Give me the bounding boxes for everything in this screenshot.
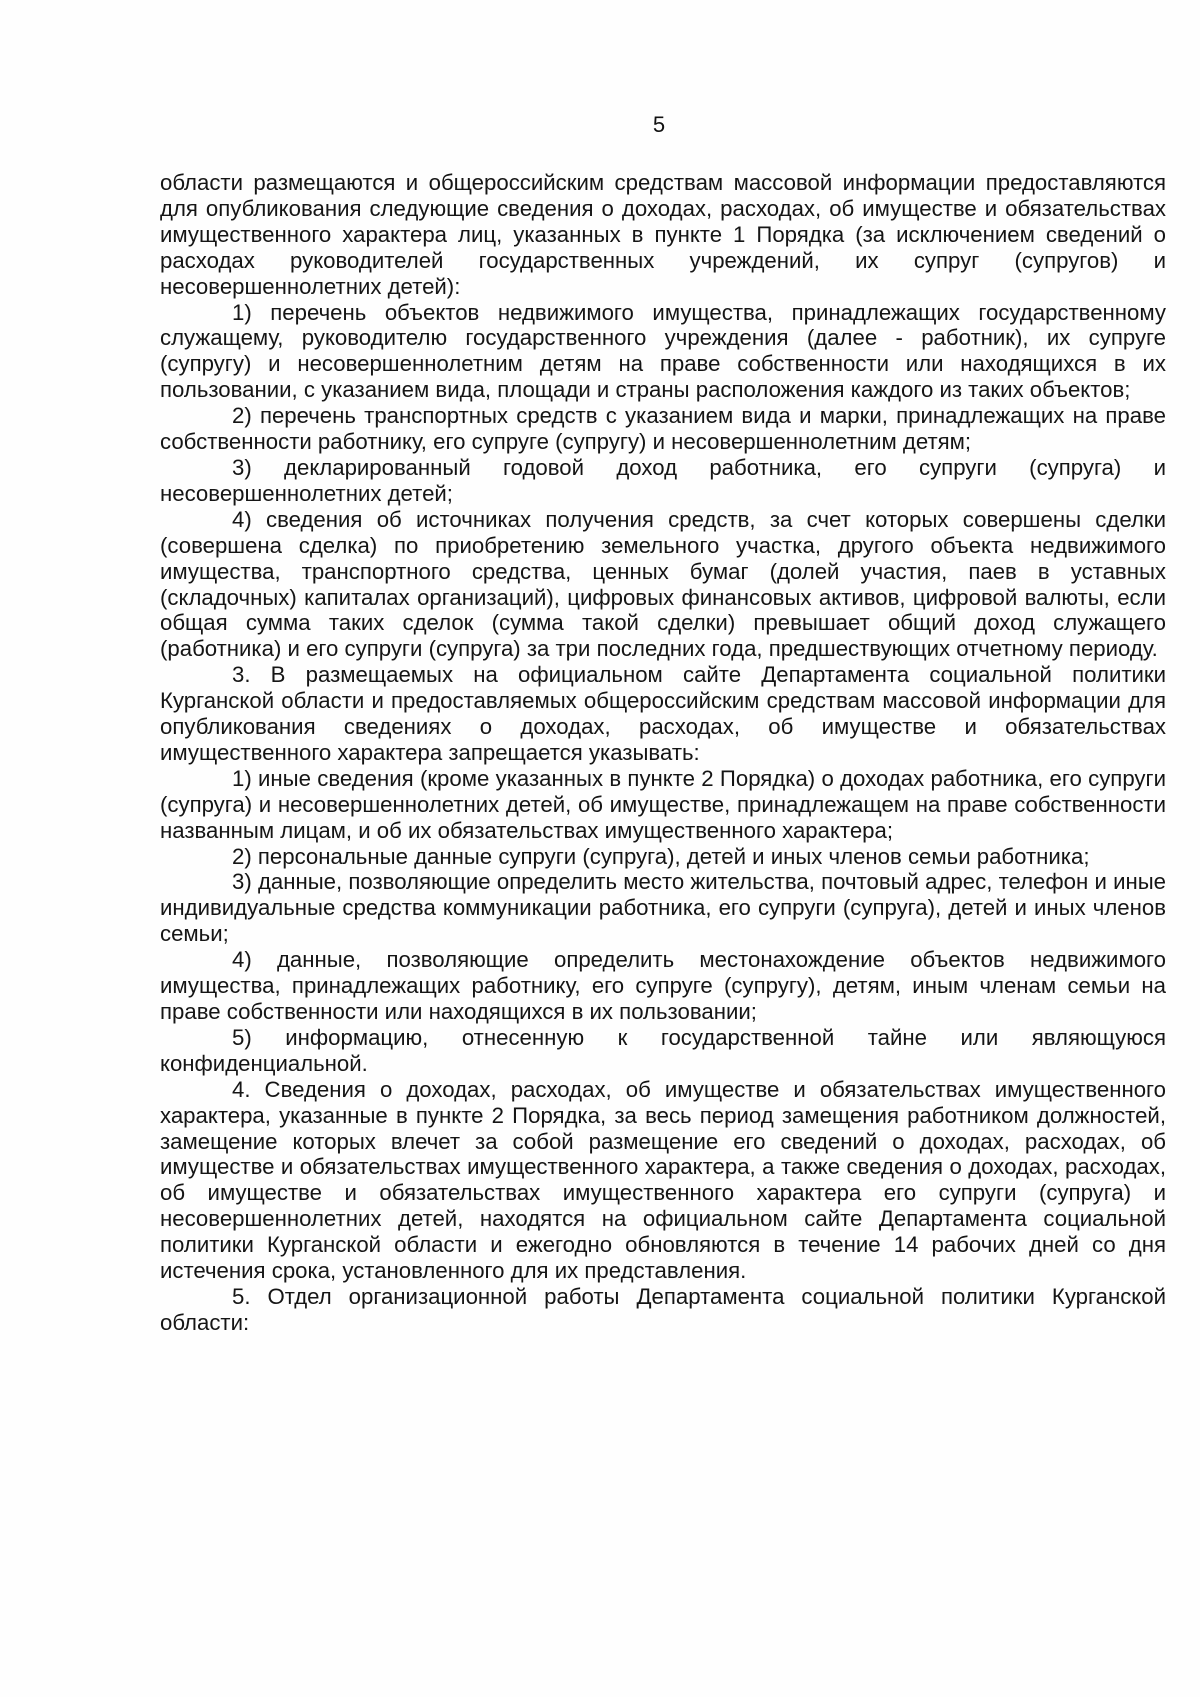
page-number: 5	[652, 112, 666, 137]
list-item-personal-data: 2) персональные данные супруги (супруга), детей и иных членов семьи работника;	[232, 843, 1090, 869]
list-item-sources-of-funds: 4) сведения об источниках получения средств, за счет которых совершены сделки (совершена сделка) по приобретению земельного участка, другого объекта недвижимого имущества, транспортного средства, ценных бумаг (долей участия, паев в уставных (складочных) капиталах организаций), цифровых финансовых активов, цифровой валюты, если общая сумма таких сделок (сумма такой сделки) превышает общий доход служащего (работника) и его супруги (супруга) за три последних года, предшествующих отчетному периоду.	[160, 506, 1166, 662]
list-item-state-secret: 5) информацию, отнесенную к государственной тайне или являющуюся конфиденциальной.	[160, 1024, 1166, 1076]
list-item-vehicles: 2) перечень транспортных средств с указанием вида и марки, принадлежащих на праве собственности работнику, его супруге (супругу) и несовершеннолетним детям;	[160, 403, 1166, 455]
list-item-other-info: 1) иные сведения (кроме указанных в пункте 2 Порядка) о доходах работника, его супруги (супруга) и несовершеннолетних детей, об имуществе, принадлежащем на праве собственности названным лицам, и об их обязательствах имущественного характера;	[160, 765, 1166, 843]
list-item-real-estate: 1) перечень объектов недвижимого имущества, принадлежащих государственному служащему, руководителю государственного учреждения (далее - работник), их супруге (супругу) и несовершеннолетним детям на праве собственности или находящихся в их пользовании, с указанием вида, площади и страны расположения каждого из таких объектов;	[160, 299, 1166, 403]
paragraph-section-5: 5. Отдел организационной работы Департамента социальной политики Курганской области:	[160, 1283, 1166, 1335]
paragraph-continuation: области размещаются и общероссийским средствам массовой информации предоставляются для опубликования следующие сведения о доходах, расходах, об имуществе и обязательствах имущественного характера лиц, указанных в пункте 1 Порядка (за исключением сведений о расходах руководителей государственных учреждений, их супруг (супругов) и несовершеннолетних детей):	[160, 170, 1166, 299]
list-item-residence-data: 3) данные, позволяющие определить место жительства, почтовый адрес, телефон и иные индивидуальные средства коммуникации работника, его супруги (супруга), детей и иных членов семьи;	[160, 869, 1166, 947]
paragraph-section-4: 4. Сведения о доходах, расходах, об имуществе и обязательствах имущественного характера, указанные в пункте 2 Порядка, за весь период замещения работником должностей, замещение которых влечет за собой размещение его сведений о доходах, расходах, об имуществе и обязательствах имущественного характера, а также сведения о доходах, расходах, об имуществе и обязательствах имущественного характера его супруги (супруга) и несовершеннолетних детей, находятся на официальном сайте Департамента социальной политики Курганской области и ежегодно обновляются в течение 14 рабочих дней со дня истечения срока, установленного для их представления.	[160, 1076, 1166, 1284]
document-body	[160, 170, 1166, 1336]
list-item-location-data: 4) данные, позволяющие определить местонахождение объектов недвижимого имущества, принадлежащих работнику, его супруге (супругу), детям, иным членам семьи на праве собственности или находящихся в их пользовании;	[160, 947, 1166, 1024]
paragraph-section-3: 3. В размещаемых на официальном сайте Департамента социальной политики Курганской области и предоставляемых общероссийским средствам массовой информации для опубликования сведениях о доходах, расходах, об имуществе и обязательствах имущественного характера запрещается указывать:	[160, 662, 1166, 765]
list-item-declared-income: 3) декларированный годовой доход работника, его супруги (супруга) и несовершеннолетних детей;	[160, 454, 1166, 506]
